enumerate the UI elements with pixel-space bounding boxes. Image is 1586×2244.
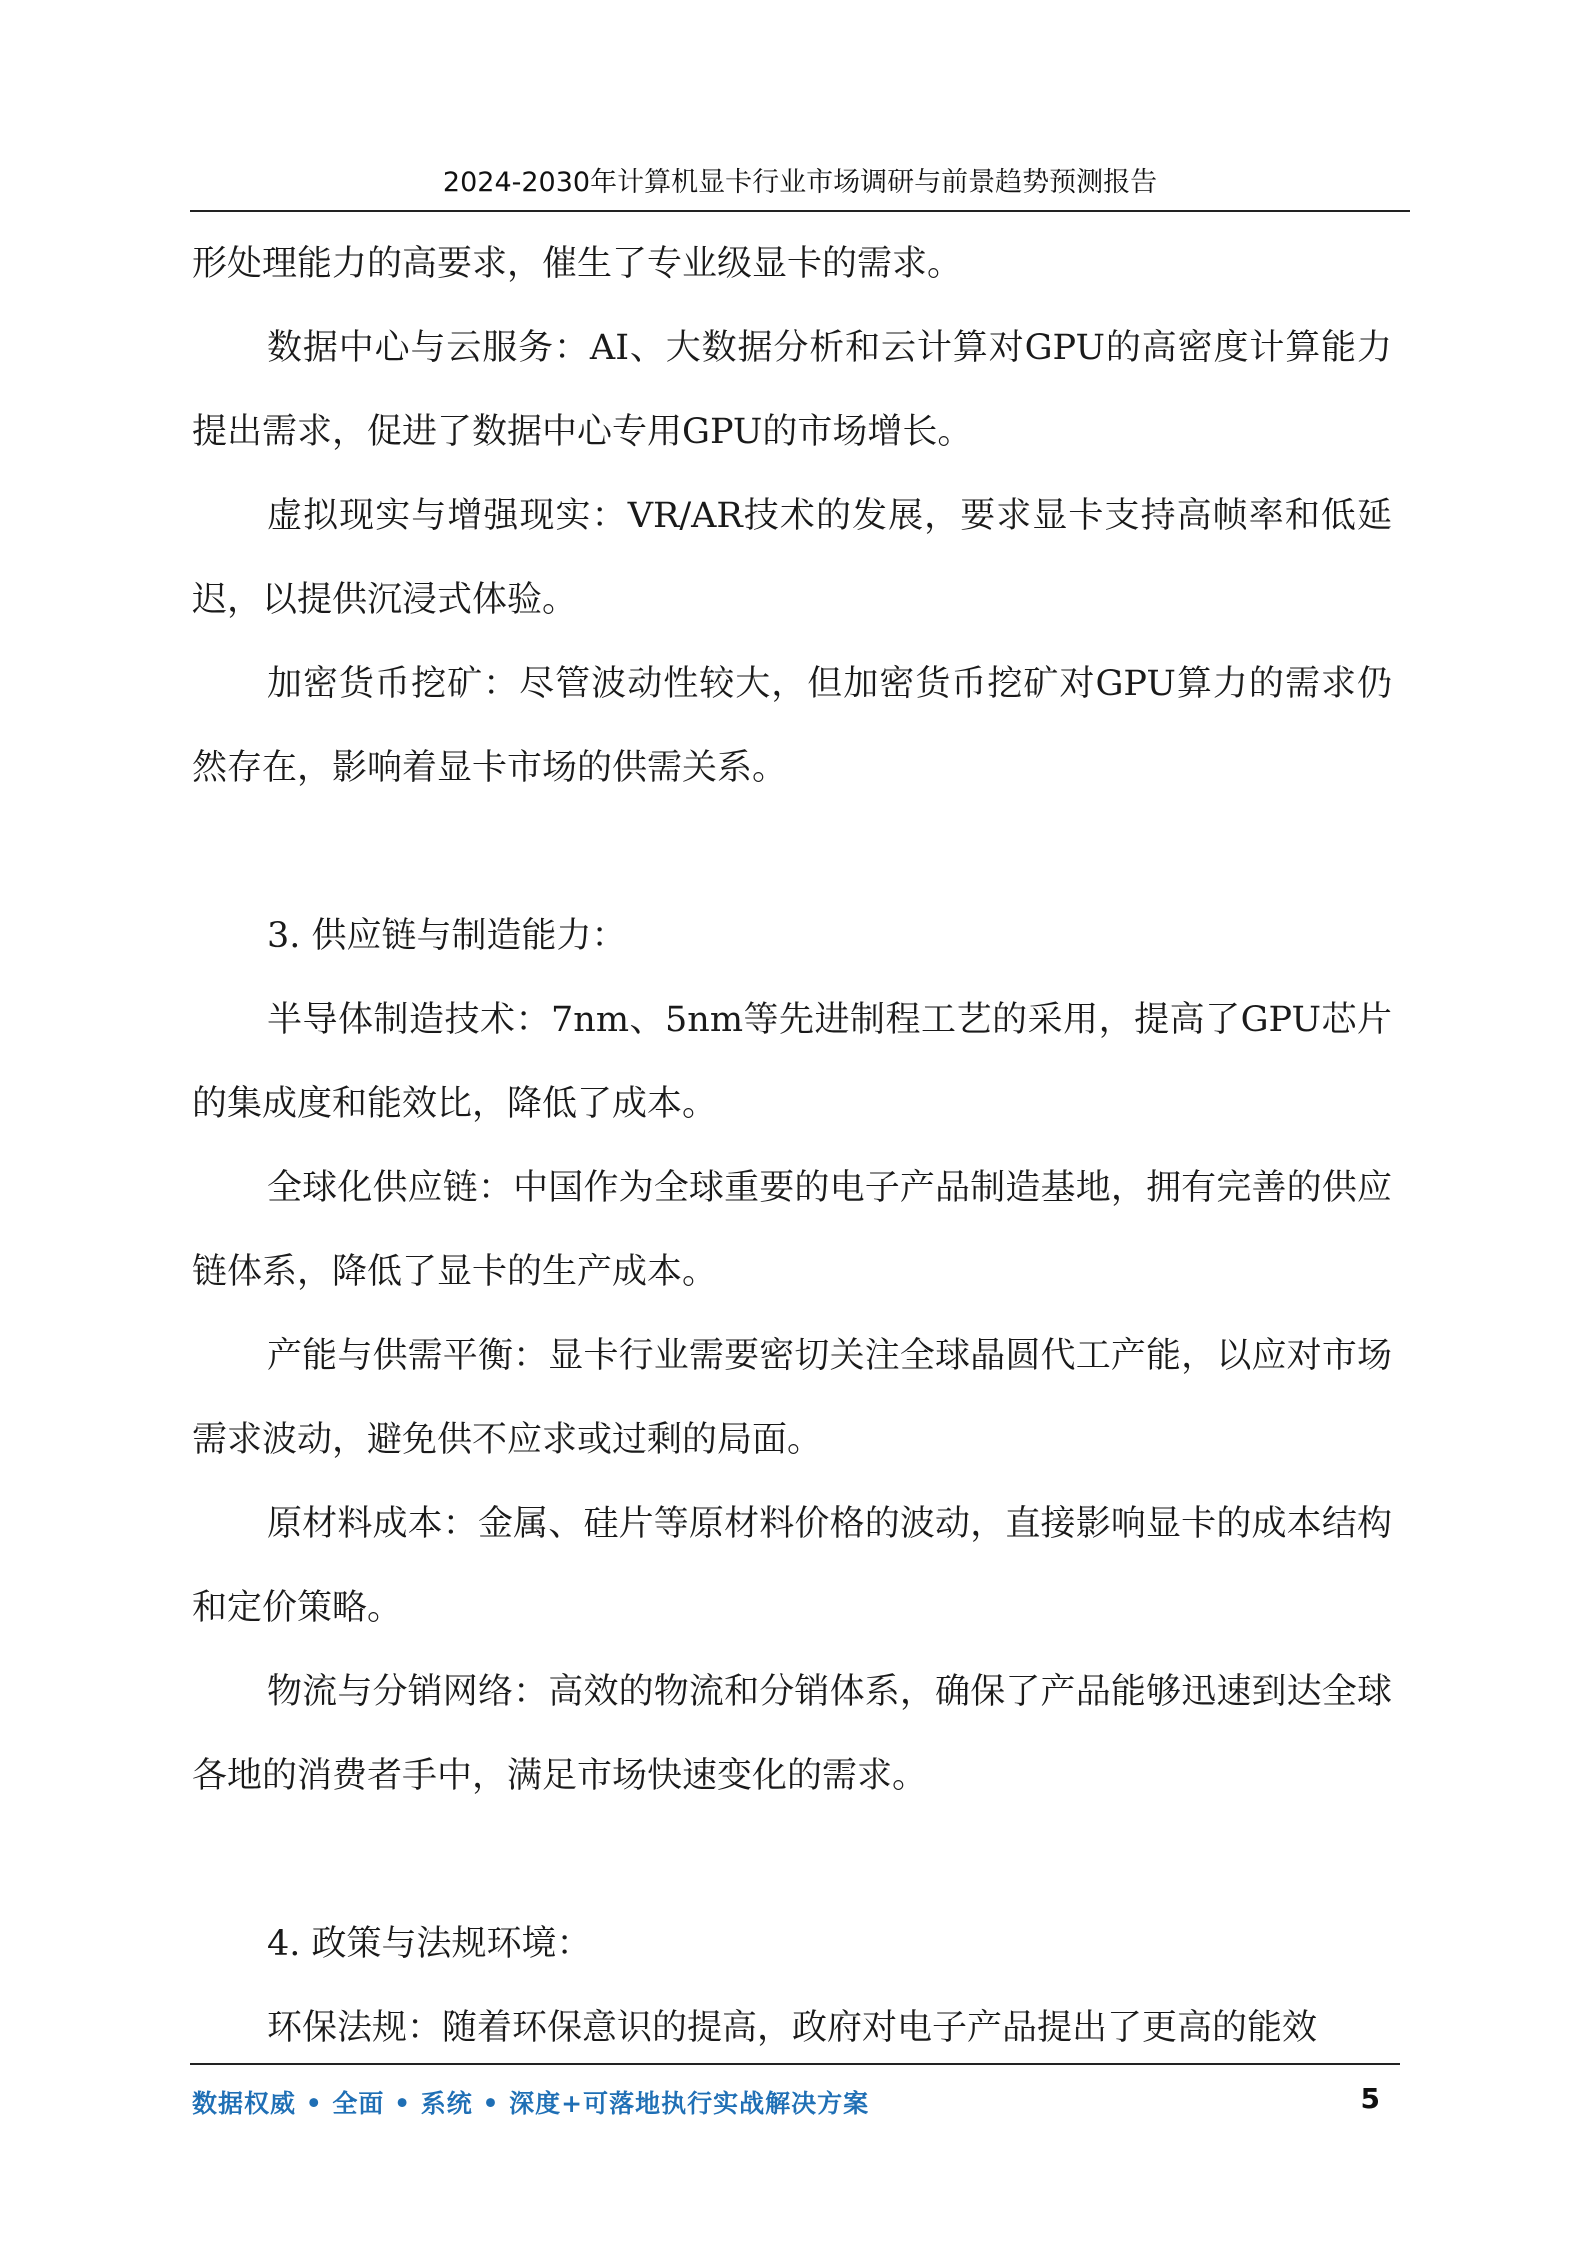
- paragraph-vr-ar: 虚拟现实与增强现实：VR/AR技术的发展，要求显卡支持高帧率和低延迟，以提供沉浸式体验。: [192, 496, 1392, 620]
- paragraph-global-supply-chain: 全球化供应链：中国作为全球重要的电子产品制造基地，拥有完善的供应链体系，降低了显卡的生产成本。: [192, 1168, 1392, 1292]
- paragraph-raw-materials: 原材料成本：金属、硅片等原材料价格的波动，直接影响显卡的成本结构和定价策略。: [192, 1504, 1392, 1628]
- paragraph-datacenter: 数据中心与云服务：AI、大数据分析和云计算对GPU的高密度计算能力提出需求，促进了数据中心专用GPU的市场增长。: [192, 328, 1392, 452]
- paragraph-semiconductor: 半导体制造技术：7nm、5nm等先进制程工艺的采用，提高了GPU芯片的集成度和能效比，降低了成本。: [192, 1000, 1392, 1124]
- section-heading-supply-chain: 3. 供应链与制造能力：: [267, 916, 627, 956]
- section-heading-policy: 4. 政策与法规环境：: [267, 1924, 592, 1964]
- section-spacer: [192, 1818, 1392, 1902]
- footer-slogan: 数据权威 • 全面 • 系统 • 深度+可落地执行实战解决方案: [192, 2089, 870, 2118]
- paragraph-continuation: 形处理能力的高要求，催生了专业级显卡的需求。: [192, 244, 963, 284]
- footer-divider: [190, 2063, 1400, 2065]
- paragraph-capacity-balance: 产能与供需平衡：显卡行业需要密切关注全球晶圆代工产能，以应对市场需求波动，避免供不应求或过剩的局面。: [192, 1336, 1392, 1460]
- paragraph-environmental-regulation: 环保法规：随着环保意识的提高，政府对电子产品提出了更高的能效: [267, 2008, 1318, 2048]
- paragraph-logistics: 物流与分销网络：高效的物流和分销体系，确保了产品能够迅速到达全球各地的消费者手中，满足市场快速变化的需求。: [192, 1672, 1392, 1796]
- section-spacer: [192, 810, 1392, 894]
- page-number: 5: [1360, 2082, 1380, 2115]
- page-header-title: 2024-2030年计算机显卡行业市场调研与前景趋势预测报告: [190, 158, 1410, 212]
- document-body: [192, 222, 1392, 2070]
- paragraph-crypto-mining: 加密货币挖矿：尽管波动性较大，但加密货币挖矿对GPU算力的需求仍然存在，影响着显卡市场的供需关系。: [192, 664, 1392, 788]
